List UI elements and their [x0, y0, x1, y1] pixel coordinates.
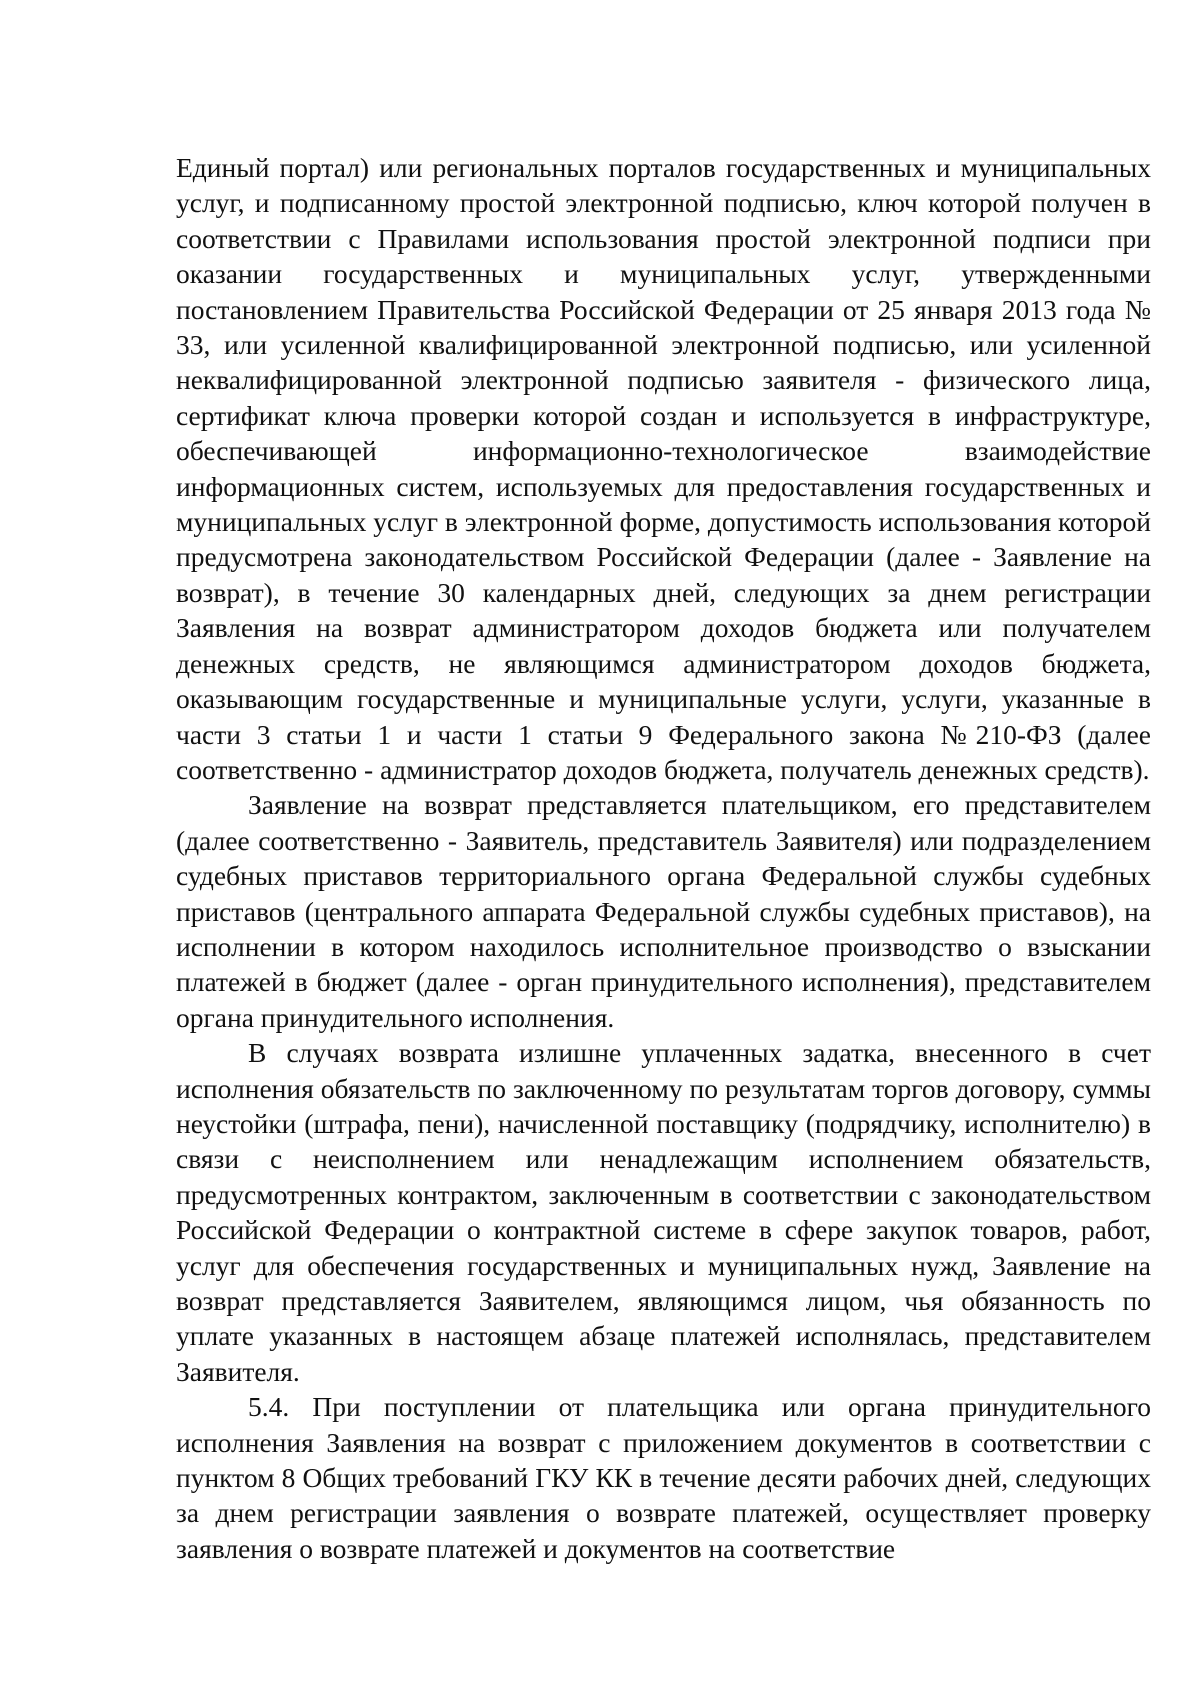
paragraph-3: В случаях возврата излишне уплаченных задатка, внесенного в счет исполнения обязательств по заключенному по результатам торгов договору, суммы неустойки (штрафа, пени), начисленной поставщику (подрядчику, исполнителю) в связи с неисполнением или ненадлежащим исполнением обязательств, предусмотренных контрактом, заключенным в соответствии с законодательством Российской Федерации о контрактной системе в сфере закупок товаров, работ, услуг для обеспечения государственных и муниципальных нужд, Заявление на возврат представляется Заявителем, являющимся лицом, чья обязанность по уплате указанных в настоящем абзаце платежей исполнялась, представителем Заявителя. [176, 1037, 1151, 1387]
document-body [176, 150, 1151, 1566]
paragraph-2: Заявление на возврат представляется плательщиком, его представителем (далее соответственно - Заявитель, представитель Заявителя) или подразделением судебных приставов территориального органа Федеральной службы судебных приставов (центрального аппарата Федеральной службы судебных приставов), на исполнении в котором находилось исполнительное производство о взыскании платежей в бюджет (далее - орган принудительного исполнения), представителем органа принудительного исполнения. [176, 789, 1151, 1033]
paragraph-4: 5.4. При поступлении от плательщика или органа принудительного исполнения Заявления на возврат с приложением документов в соответствии с пунктом 8 Общих требований ГКУ КК в течение десяти рабочих дней, следующих за днем регистрации заявления о возврате платежей, осуществляет проверку заявления о возврате платежей и документов на соответствие [176, 1391, 1151, 1564]
paragraph-1: Единый портал) или региональных порталов государственных и муниципальных услуг, и подписанному простой электронной подписью, ключ которой получен в соответствии с Правилами использования простой электронной подписи при оказании государственных и муниципальных услуг, утвержденными постановлением Правительства Российской Федерации от 25 января 2013 года № 33, или усиленной квалифицированной электронной подписью, или усиленной неквалифицированной электронной подписью заявителя - физического лица, сертификат ключа проверки которой создан и используется в инфраструктуре, обеспечивающей информационно-технологическое взаимодействие информационных систем, используемых для предоставления государственных и муниципальных услуг в электронной форме, допустимость использования которой предусмотрена законодательством Российской Федерации (далее - Заявление на возврат), в течение 30 календарных дней, следующих за днем регистрации Заявления на возврат администратором доходов бюджета или получателем денежных средств, не являющимся администратором доходов бюджета, оказывающим государственные и муниципальные услуги, услуги, указанные в части 3 статьи 1 и части 1 статьи 9 Федерального закона №210-ФЗ (далее соответственно - администратор доходов бюджета, получатель денежных средств). [176, 152, 1151, 785]
